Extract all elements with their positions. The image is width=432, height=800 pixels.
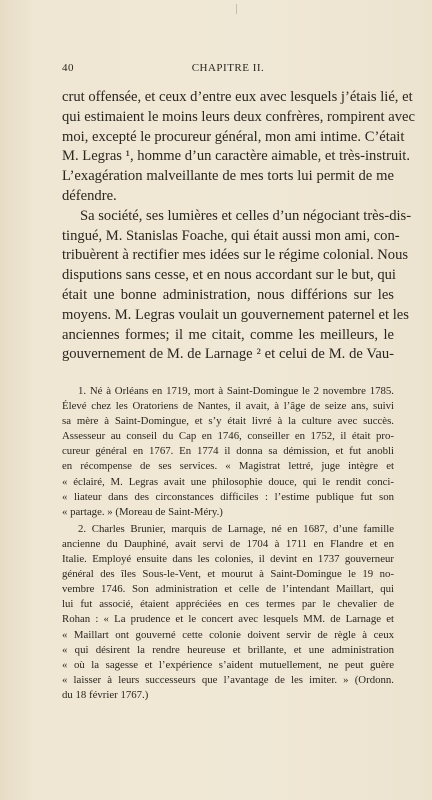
body-line: tribuèrent à rectifier mes idées sur le régime colonial. Nous [62, 247, 409, 264]
footnotes [62, 384, 394, 703]
footnote-line: « éclairé, M. Legras avait une philosophie douce, qui le rendit conci- [62, 475, 394, 488]
body-line: tingué, M. Stanislas Foache, qui était aussi mon ami, con- [62, 227, 400, 244]
footnote-line: vembre 1746. Son administration et celle de l’intendant Maillart, qui [62, 583, 394, 596]
body-line: moyens. M. Legras voulait un gouvernement paternel et les [62, 306, 409, 323]
footnote-line: du 18 février 1767.) [62, 688, 149, 701]
footnote-line: 2. Charles Brunier, marquis de Larnage, né en 1687, d’une famille [78, 522, 394, 535]
footnote-line: Élevé chez les Oratoriens de Nantes, il avait, à l’âge de seize ans, suivi [62, 400, 394, 413]
body-line: moi, excepté le procureur général, mon ami intime. C’était [62, 128, 405, 145]
footnote-line: « qui désirent la rendre heureuse et brillante, et une administration [62, 643, 394, 656]
running-head: CHAPITRE II. [191, 62, 265, 74]
footnote-line: lui fut associé, étaient appréciées en ces termes par le chevalier de [62, 598, 394, 611]
footnote-2 [62, 522, 394, 703]
body-line: L’exagération malveillante de mes torts lui permit de me [62, 168, 394, 185]
body-line: anciennes formes; il me citait, comme les meilleurs, le [62, 326, 394, 343]
footnote-line: cureur général en 1767. En 1774 il donna sa démission, et fut anobli [62, 445, 394, 458]
body-line: crut offensée, et ceux d’entre eux avec lesquels j’étais lié, et [62, 89, 413, 105]
footnote-line: « partage. » (Moreau de Saint-Méry.) [62, 505, 223, 518]
body-line: était une bonne administration, nous différions sur les [62, 286, 394, 303]
footnote-1 [62, 384, 394, 520]
footnote-line: Assesseur au conseil du Cap en 1746, conseiller en 1752, il était pro- [62, 430, 394, 443]
body-line: qui estimaient le moins leurs deux confrères, rompirent avec [62, 108, 415, 125]
body-line: gouvernement de M. de Larnage ² et celui de M. de Vau- [62, 346, 394, 363]
body-line: M. Legras ¹, homme d’un caractère aimable, et très-instruit. [62, 148, 411, 165]
footnote-line: « liateur dans des circonstances difficiles : l’estime publique fut son [62, 490, 394, 503]
body-line: défendre. [62, 187, 117, 204]
footnote-line: Italie. Employé ensuite dans les colonies, il devint en 1737 gouverneur [62, 553, 394, 566]
body-line: Sa société, ses lumières et celles d’un négociant très-dis- [80, 207, 412, 224]
body-text [62, 88, 415, 365]
footnote-line: « laisser à leurs successeurs que l’avantage de les imiter. » (Ordonn. [62, 673, 394, 686]
footnote-line: 1. Né à Orléans en 1719, mort à Saint-Domingue le 2 novembre 1785. [78, 385, 394, 397]
footnote-line: « Maillart ont gouverné cette colonie doivent servir de règle à ceux [62, 628, 394, 641]
footnote-line: sa mère à Saint-Domingue, et s’y était livré à la culture avec succès. [62, 415, 394, 428]
page-header [62, 62, 394, 76]
body-line: disputions sans cesse, et en nous accordant sur le but, qui [62, 267, 396, 284]
footnote-line: Rohan : « La prudence et le concert avec lesquels MM. de Larnage et [62, 613, 394, 626]
footnote-line: « où la sagesse et l’expérience s’aident mutuellement, ne peut guère [62, 658, 394, 671]
page-number: 40 [62, 62, 74, 74]
footnote-line: général des îles Sous-le-Vent, et mourut à Saint-Domingue le 19 no- [62, 568, 394, 581]
footnote-line: ancienne du Dauphiné, avait servi de 1704 à 1711 en Flandre et en [62, 537, 394, 550]
paper-mark [236, 4, 237, 14]
footnote-line: en récompense de ses services. « Magistrat lettré, juge intègre et [62, 460, 394, 473]
